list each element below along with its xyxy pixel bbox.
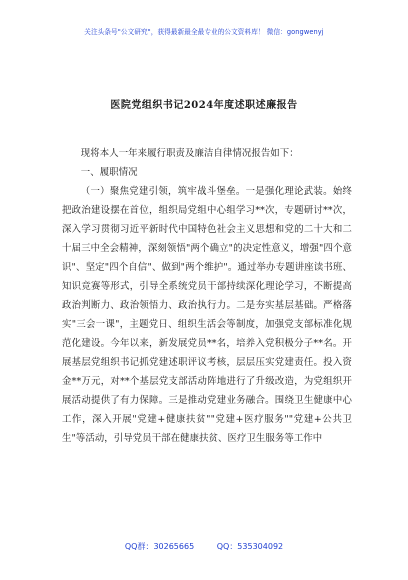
header-promo-note: 关注头条号"公文研究"，获得最新最全最专业的公文资料库！ 微信：gongwenyj [84,28,324,36]
intro-paragraph: 现将本人一年来履行职责及廉洁自律情况报告如下： [80,148,299,159]
document-body [62,144,352,448]
footer-contact [0,541,408,552]
body-paragraph: （一）聚焦党建引领，筑牢战斗堡垒。一是强化理论武装。始终把政治建设摆在首位，组织局党组中心组学习**次，专题研讨**次，深入学习贯彻习近平新时代中国特色社会主义思想和党的二十大和二十届三中全会精神，深刻领悟"两个确立"的决定性意义，增强"四个意识"、坚定"四个自信"、做到"两个维护"。通过举办专题讲座读书班、知识竞赛等形式，引导全系统党员干部持续深化理论学习，不断提高政治判断力、政治领悟力、政治执行力。二是夯实基层基础。严格落实"三会一课"，主题党日、组织生活会等制度，加强党支部标准化规范化建设。今年以来，新发展党员**名，培养入党积极分子**名。开展基层党组织书记抓党建述职评议考核，层层压实党建责任。投入资金**万元，对**个基层党支部活动阵地进行了升级改造，为党组织开展活动提供了有力保障。三是推动党建业务融合。围绕卫生健康中心工作，深入开展"党建+健康扶贫""党建+医疗服务""党建+公共卫生"等活动，引导党员干部在健康扶贫、医疗卫生服务等工作中 [62,186,352,444]
document-title: 医院党组织书记2024年度述职述廉报告 [110,100,298,111]
section-heading: 一、履职情况 [80,167,138,178]
footer-qq: QQ：535304092 [216,542,284,551]
footer-qq-group: QQ群：30265665 [124,542,195,551]
